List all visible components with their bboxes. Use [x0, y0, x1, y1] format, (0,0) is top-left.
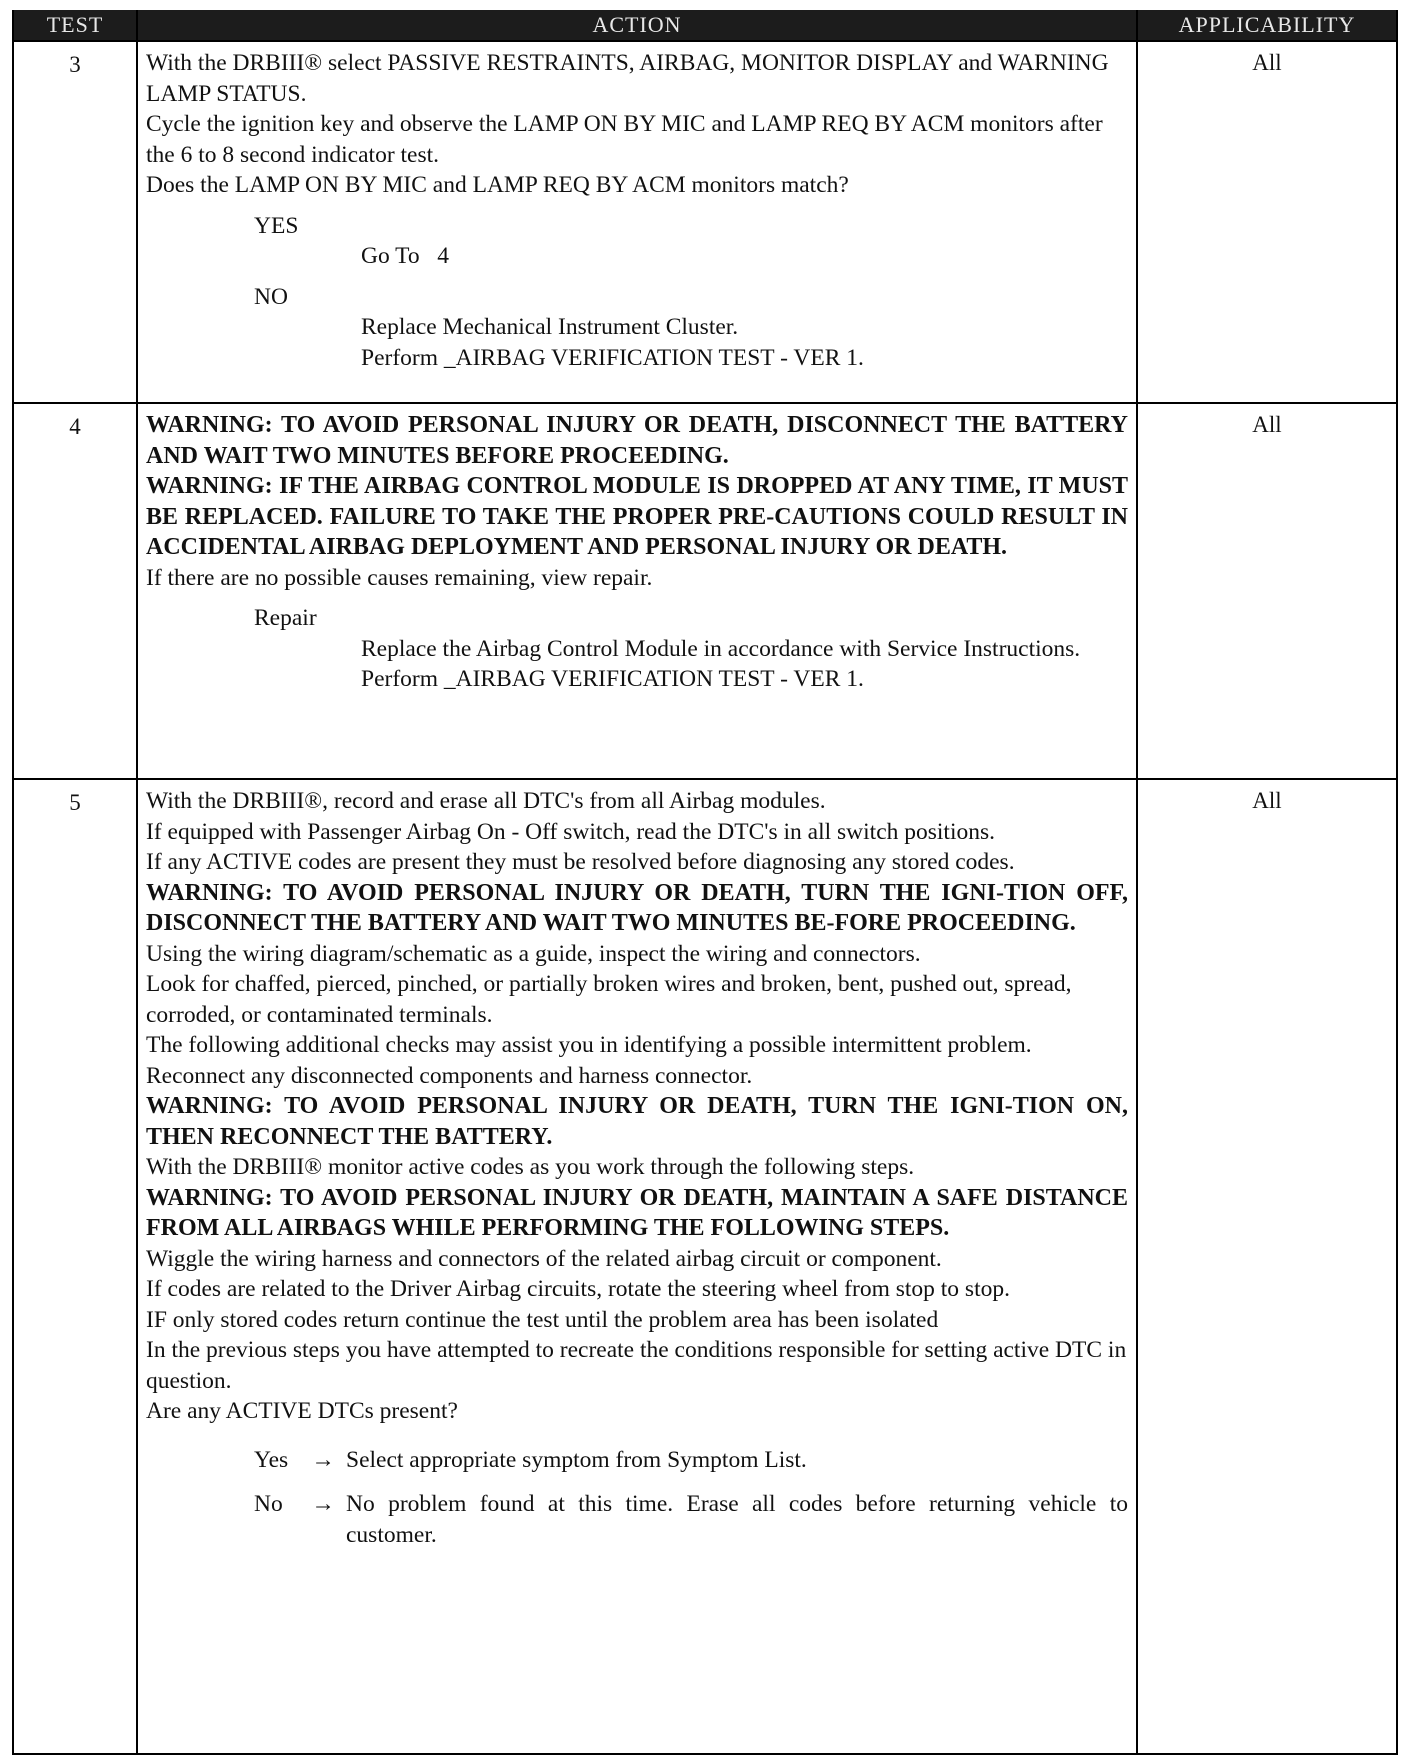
action-line: Look for chaffed, pierced, pinched, or partially broken wires and broken, bent, pushed out, spread, corroded, or contaminated terminals. — [146, 971, 1072, 1028]
no-label: NO — [254, 283, 288, 310]
yes-label: YES — [254, 212, 299, 239]
yes-answer-row — [254, 1445, 1128, 1476]
action-line: IF only stored codes return continue the test until the problem area has been isolated — [146, 1306, 939, 1333]
action-line: If codes are related to the Driver Airbag circuits, rotate the steering wheel from stop to stop. — [146, 1276, 1010, 1302]
repair-label: Repair — [254, 605, 317, 631]
action-cell — [137, 403, 1137, 779]
action-line: With the DRBIII®, record and erase all DTC's from all Airbag modules. — [146, 788, 826, 814]
action-line: If equipped with Passenger Airbag On - Off switch, read the DTC's in all switch positions. — [146, 818, 996, 845]
test-number: 3 — [13, 41, 137, 403]
action-line: In the previous steps you have attempted to recreate the conditions responsible for setting active DTC in question. — [146, 1337, 1127, 1394]
action-line: Are any ACTIVE DTCs present? — [146, 1398, 458, 1424]
test-number: 5 — [13, 779, 137, 1754]
no-label: No — [254, 1491, 283, 1517]
warning-text: WARNING: TO AVOID PERSONAL INJURY OR DEATH, MAINTAIN A SAFE DISTANCE FROM ALL AIRBAGS WHILE PERFORMING THE FOLLOWING STEPS. — [146, 1184, 1128, 1241]
yes-label: Yes — [254, 1446, 289, 1473]
diagnostic-table — [12, 10, 1398, 1755]
warning-text: WARNING: IF THE AIRBAG CONTROL MODULE IS DROPPED AT ANY TIME, IT MUST BE REPLACED. FAILURE TO TAKE THE PROPER PRE-CAUTIONS COULD RESULT IN ACCIDENTAL AIRBAG DEPLOYMENT AND PERSONAL INJURY OR DEATH. — [146, 473, 1128, 560]
action-line: Reconnect any disconnected components and harness connector. — [146, 1062, 753, 1089]
warning-text: WARNING: TO AVOID PERSONAL INJURY OR DEATH, TURN THE IGNI-TION OFF, DISCONNECT THE BATTERY AND WAIT TWO MINUTES BE-FORE PROCEEDING. — [146, 879, 1128, 936]
action-line: If there are no possible causes remaining, view repair. — [146, 564, 653, 591]
applicability-value: All — [1137, 403, 1397, 779]
applicability-value: All — [1137, 779, 1397, 1754]
table-row-test-5 — [13, 779, 1397, 1754]
no-step: Perform _AIRBAG VERIFICATION TEST - VER 1. — [361, 344, 864, 371]
table-row-test-3 — [13, 41, 1397, 403]
no-answer-row — [254, 1489, 1128, 1550]
action-line: If any ACTIVE codes are present they must be resolved before diagnosing any stored codes. — [146, 849, 1015, 875]
yes-step: Go To 4 — [361, 243, 450, 269]
action-line: Wiggle the wiring harness and connectors of the related airbag circuit or component. — [146, 1245, 942, 1272]
repair-step: Perform _AIRBAG VERIFICATION TEST - VER 1. — [361, 666, 864, 692]
repair-step: Replace the Airbag Control Module in accordance with Service Instructions. — [361, 635, 1081, 662]
warning-text: WARNING: TO AVOID PERSONAL INJURY OR DEATH, DISCONNECT THE BATTERY AND WAIT TWO MINUTES BEFORE PROCEEDING. — [146, 412, 1128, 469]
action-line: With the DRBIII® monitor active codes as you work through the following steps. — [146, 1154, 915, 1180]
diagnostic-table-page — [12, 10, 1396, 1755]
no-step: Replace Mechanical Instrument Cluster. — [361, 314, 739, 340]
test-number: 4 — [13, 403, 137, 779]
arrow-icon: → — [311, 1491, 335, 1517]
arrow-icon: → — [311, 1446, 335, 1473]
action-cell — [137, 41, 1137, 403]
action-line: The following additional checks may assist you in identifying a possible intermittent problem. — [146, 1032, 1032, 1058]
action-line: Does the LAMP ON BY MIC and LAMP REQ BY ACM monitors match? — [146, 172, 849, 198]
header-test: TEST — [13, 10, 137, 41]
applicability-value: All — [1137, 41, 1397, 403]
action-cell — [137, 779, 1137, 1754]
warning-text: WARNING: TO AVOID PERSONAL INJURY OR DEATH, TURN THE IGNI-TION ON, THEN RECONNECT THE BATTERY. — [146, 1093, 1128, 1150]
action-line: Cycle the ignition key and observe the LAMP ON BY MIC and LAMP REQ BY ACM monitors after the 6 to 8 second indicator test. — [146, 111, 1103, 168]
header-applicability: APPLICABILITY — [1137, 10, 1397, 41]
header-row — [13, 10, 1397, 41]
action-line: With the DRBIII® select PASSIVE RESTRAINTS, AIRBAG, MONITOR DISPLAY and WARNING LAMP STATUS. — [146, 50, 1109, 107]
header-action: ACTION — [137, 10, 1137, 41]
action-line: Using the wiring diagram/schematic as a guide, inspect the wiring and connectors. — [146, 940, 921, 967]
no-answer-text: No problem found at this time. Erase all codes before returning vehicle to customer. — [346, 1491, 1128, 1548]
yes-answer-text: Select appropriate symptom from Symptom List. — [346, 1446, 807, 1473]
table-row-test-4 — [13, 403, 1397, 779]
